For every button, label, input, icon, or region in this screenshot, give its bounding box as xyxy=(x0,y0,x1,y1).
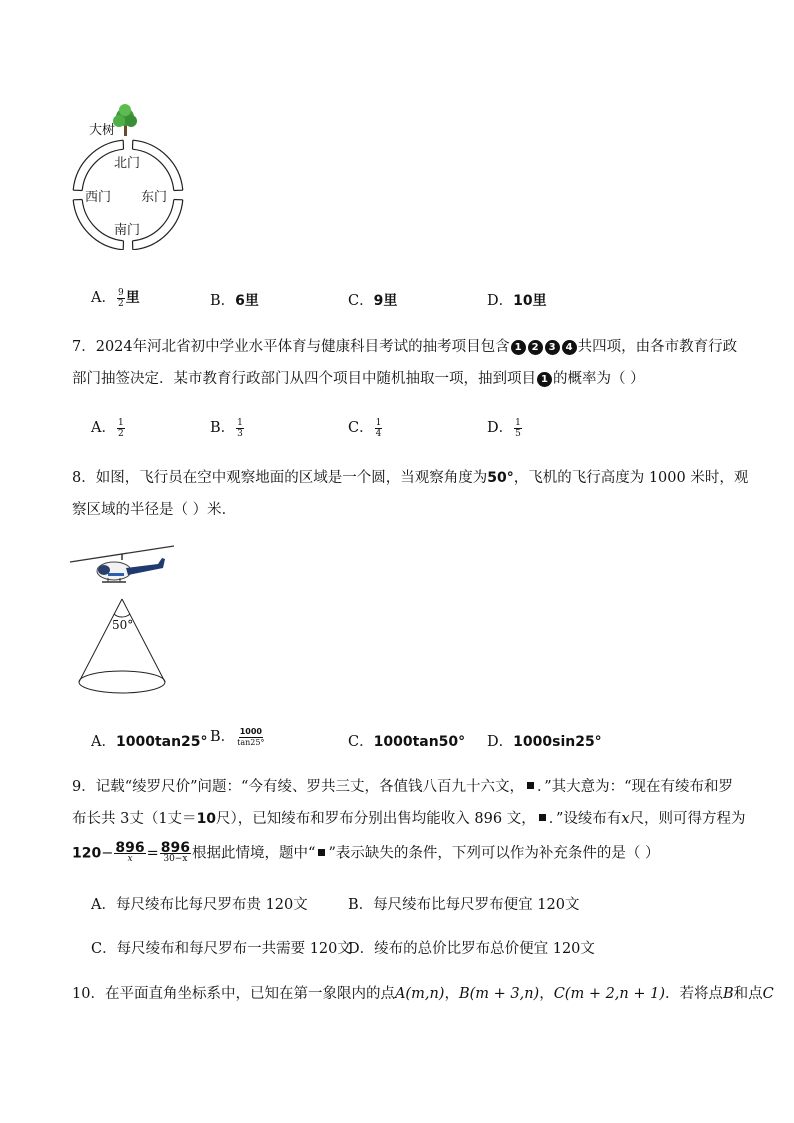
q7-option-c[interactable]: C． $\frac{1}{4}$ xyxy=(348,417,382,439)
q8-option-d[interactable]: D．1000sin25° xyxy=(487,734,602,750)
circled-4: 4 xyxy=(562,340,577,355)
missing-square-icon xyxy=(527,782,534,789)
figure-gates xyxy=(66,100,191,250)
east-gate-label: 东门 xyxy=(141,190,168,205)
circled-1: 1 xyxy=(537,372,552,387)
option-letter: A． xyxy=(91,290,116,306)
q7-line-2: 部门抽签决定．某市教育行政部门从四个项目中随机抽取一项，抽到项目 1 的概率为（ ） xyxy=(72,371,645,387)
circled-2: 2 xyxy=(528,340,543,355)
helicopter-icon xyxy=(97,558,165,582)
q7-option-a[interactable]: A． $\frac{1}{2}$ xyxy=(91,417,124,439)
tree-icon xyxy=(113,104,137,136)
q9-line-2: 布长共 3丈（1丈＝10尺），已知绫布和罗布分别出售均能收入 896 文， ．”设绫布有x尺，则可得方程为 xyxy=(72,811,746,827)
equation-120: 120 xyxy=(72,845,102,862)
q9-line-3: 120− $\frac{896}{x}$ = $\frac{896}{30-x}$ 根据此情境，题中“ ”表示缺失的条件，下列可以作为补充条件的是（ ） xyxy=(72,840,660,864)
point-b: B(m + 3,n) xyxy=(458,986,540,1002)
q6-option-c[interactable]: C．9里 xyxy=(348,293,398,309)
q9-option-a[interactable]: A．每尺绫布比每尺罗布贵 120文 xyxy=(91,897,308,913)
south-gate-label: 南门 xyxy=(114,223,141,238)
q9-line-1: 9．记载“绫罗尺价”问题：“今有绫、罗共三丈，各值钱八百九十六文， ．”其大意为：“现在有绫布和罗 xyxy=(72,779,734,795)
q9-option-d[interactable]: D．绫布的总价比罗布总价便宜 120文 xyxy=(348,941,595,957)
q9-option-c[interactable]: C．每尺绫布和每尺罗布一共需要 120文 xyxy=(91,941,352,957)
q6-option-a[interactable]: A． $\frac{9}{2}$ 里 xyxy=(91,287,140,309)
missing-square-icon xyxy=(318,849,325,856)
q8-line-2: 察区域的半径是（ ）米． xyxy=(72,502,237,518)
q7-option-d[interactable]: D． $\frac{1}{5}$ xyxy=(487,417,521,439)
west-gate-label: 西门 xyxy=(85,190,112,205)
equation-fraction-1: $\frac{896}{x}$ xyxy=(115,840,145,864)
figure-helicopter-cone xyxy=(68,540,180,695)
q7-line-1: 7．2024年河北省初中学业水平体育与健康科目考试的抽考项目包含 1 2 3 4 共四项，由各市教育行政 xyxy=(72,339,738,355)
fraction: $\frac{9}{2}$ xyxy=(117,287,124,309)
equation-fraction-2: $\frac{896}{30-x}$ xyxy=(160,840,191,864)
cone-shape xyxy=(79,599,165,693)
circled-3: 3 xyxy=(545,340,560,355)
q6-option-b[interactable]: B．6里 xyxy=(210,293,259,309)
q8-option-b[interactable]: B． $\frac{1000}{\tan 25^\circ}$ xyxy=(210,726,265,747)
q7-option-b[interactable]: B． $\frac{1}{3}$ xyxy=(210,417,243,439)
cone-angle-label: 50° xyxy=(112,618,134,632)
circled-1: 1 xyxy=(511,340,526,355)
q6-option-d[interactable]: D．10里 xyxy=(487,293,547,309)
point-c: C(m + 2,n + 1) xyxy=(553,986,665,1002)
q8-option-c[interactable]: C．1000tan50° xyxy=(348,734,466,750)
tree-label: 大树 xyxy=(89,123,116,138)
point-a: A(m,n) xyxy=(394,986,445,1002)
q9-option-b[interactable]: B．每尺绫布比每尺罗布便宜 120文 xyxy=(348,897,580,913)
missing-square-icon xyxy=(539,814,546,821)
q8-option-a[interactable]: A．1000tan25° xyxy=(91,734,208,750)
north-gate-label: 北门 xyxy=(114,156,141,171)
q8-line-1: 8．如图，飞行员在空中观察地面的区域是一个圆，当观察角度为50°，飞机的飞行高度为 1000 米时，观 xyxy=(72,470,749,486)
q10-line-1: 10．在平面直角坐标系中，已知在第一象限内的点A(m,n)，B(m + 3,n)，C(m + 2,n + 1)．若将点B和点C xyxy=(72,986,774,1002)
